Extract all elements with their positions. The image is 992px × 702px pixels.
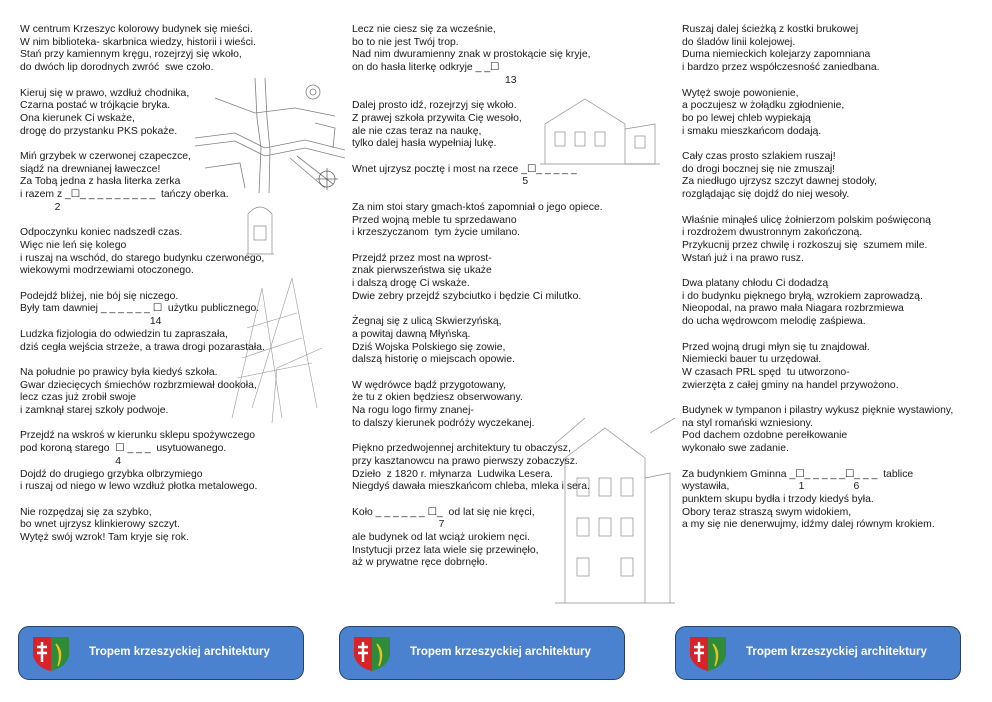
poem-line: i zamknął starej szkoły podwoje. bbox=[20, 405, 169, 417]
puzzle-line: pod koroną starego ☐ _ _ _ usytuowanego. bbox=[20, 443, 227, 455]
poem-line: Za niedługo ujrzysz szczyt dawnej stodoły, bbox=[682, 176, 878, 188]
letter-index: 5 bbox=[352, 176, 529, 188]
puzzle-line: Za budynkiem Gminna _☐_ _ _ _ _☐_ _ _ tablice bbox=[682, 468, 914, 480]
poem-line: W centrum Krzeszyc kolorowy budynek się mieści. bbox=[20, 24, 253, 35]
poem-line: Dzieło z 1820 r. młynarza Ludwika Lesera. bbox=[352, 468, 553, 480]
poem-line: ale nie czas teraz na naukę, bbox=[352, 125, 482, 137]
poem-line: to dalszy kierunek podróży wyczekanej. bbox=[352, 417, 535, 429]
poem-line: Właśnie minąłeś ulicę żołnierzom polskim poświęconą bbox=[682, 214, 931, 226]
poem-line: Przykucnij przez chwilę i rozkoszuj się szumem mile. bbox=[682, 239, 928, 251]
poem-line: wiekowymi modrzewiami otoczonego. bbox=[20, 265, 194, 277]
stanza-1-1 bbox=[20, 24, 320, 75]
poem-line: do ucha wędrowcom melodię zaśpiewa. bbox=[682, 316, 866, 328]
poem-line: bo po lewej chleb wypiekają bbox=[682, 112, 811, 124]
coat-of-arms-icon bbox=[31, 634, 71, 674]
puzzle-line: Wnet ujrzysz pocztę i most na rzece _☐_ _ _ _ _ bbox=[352, 163, 577, 175]
puzzle-line: i razem z _☐_ _ _ _ _ _ _ _ _ tańczy oberka. bbox=[20, 189, 229, 201]
poem-line: W nim biblioteka- skarbnica wiedzy, historii i wieści. bbox=[20, 36, 256, 48]
poem-line: Dziś Wojska Polskiego się zowie, bbox=[352, 341, 506, 353]
stanza-1-5 bbox=[20, 291, 320, 355]
poem-line: i rozdrożem dwustronnym zakończoną. bbox=[682, 227, 863, 239]
poem-column-1 bbox=[20, 24, 320, 557]
puzzle-line: Koło _ _ _ _ _ _ ☐_ od lat się nie kręci, bbox=[352, 506, 535, 518]
poem-line: a poczujesz w żołądku zgłodnienie, bbox=[682, 100, 845, 112]
stanza-1-3 bbox=[20, 151, 320, 215]
stanza-2-4 bbox=[352, 202, 652, 240]
poem-line: Dalej prosto idź, rozejrzyj się wkoło. bbox=[352, 100, 517, 112]
letter-index: 7 bbox=[352, 519, 445, 531]
stanza-3-4 bbox=[682, 215, 982, 266]
stanza-3-1 bbox=[682, 24, 982, 75]
stanza-1-2 bbox=[20, 88, 320, 139]
poem-line: i bardzo przez współczesność zaniedbana. bbox=[682, 62, 880, 74]
stanza-1-4 bbox=[20, 227, 320, 278]
stanza-2-5 bbox=[352, 253, 652, 304]
poem-line: i do budynku pięknego bryłą, wzrokiem zaprowadzą. bbox=[682, 290, 923, 302]
stanza-1-8 bbox=[20, 507, 320, 545]
poem-line: i ruszaj od niego w lewo wzdłuż płotka metalowego. bbox=[20, 481, 258, 493]
stanza-3-7 bbox=[682, 405, 982, 456]
poem-line: Obory teraz straszą swym widokiem, bbox=[682, 506, 852, 518]
poem-line: do drogi bocznej się nie zmuszaj! bbox=[682, 163, 836, 175]
stanza-2-7 bbox=[352, 380, 652, 431]
stanza-1-6 bbox=[20, 367, 320, 418]
stanza-3-8 bbox=[682, 469, 982, 533]
stanza-2-2 bbox=[352, 100, 652, 151]
poem-line: i krzeszyczanom tym życie umilano. bbox=[352, 227, 521, 239]
stanza-2-8 bbox=[352, 443, 652, 494]
poem-line: bo to nie jest Twój trop. bbox=[352, 36, 459, 48]
poem-line: dalszą historię o miejscach opowie. bbox=[352, 354, 515, 366]
stanza-2-6 bbox=[352, 316, 652, 367]
poem-line: ale budynek od lat wciąż urokiem nęci. bbox=[352, 532, 530, 543]
poem-line: Niegdyś dawała mieszkańcom chleba, mleka i sera. bbox=[352, 481, 590, 493]
stanza-1-7 bbox=[20, 430, 320, 494]
poem-line: dziś cegła wejścia strzeże, a trawa drogi pozarastała. bbox=[20, 341, 265, 353]
poem-line: Ruszaj dalej ścieżką z kostki brukowej bbox=[682, 24, 859, 35]
poem-line: Instytucji przez lata wiele się przewinęło, bbox=[352, 544, 539, 556]
poem-line: rozglądając się dojdź do niej wesoły. bbox=[682, 189, 850, 201]
poem-line: do dwóch lip dorodnych zwróć swe czoło. bbox=[20, 62, 214, 74]
poem-line: Na południe po prawicy była kiedyś szkoła. bbox=[20, 366, 218, 378]
coat-of-arms-icon bbox=[352, 634, 392, 674]
poem-line: Miń grzybek w czerwonej czapeczce, bbox=[20, 151, 191, 162]
poem-line: tylko dalej hasła wypełniaj lukę. bbox=[352, 138, 497, 150]
poem-line: Przejdź przez most na wprost- bbox=[352, 252, 492, 264]
letter-index: 2 bbox=[20, 201, 61, 213]
poem-column-3 bbox=[682, 24, 982, 545]
poem-line: Żegnaj się z ulicą Skwierzyńską, bbox=[352, 316, 502, 328]
title-banner-2 bbox=[339, 626, 625, 680]
title-banner-3 bbox=[675, 626, 961, 680]
poem-line: Stań przy kamiennym kręgu, rozejrzyj się wkoło, bbox=[20, 49, 242, 61]
banner-title: Tropem krzeszyckiej architektury bbox=[746, 646, 927, 658]
stanza-3-6 bbox=[682, 342, 982, 393]
puzzle-line: Były tam dawniej _ _ _ _ _ _ ☐ użytku publicznego. bbox=[20, 303, 260, 315]
poem-line: Czarna postać w trójkącie bryka. bbox=[20, 100, 171, 112]
poem-line: Lecz nie ciesz się za wcześnie, bbox=[352, 24, 496, 35]
poem-line: Wstań już i na prawo rusz. bbox=[682, 252, 804, 264]
banner-title: Tropem krzeszyckiej architektury bbox=[89, 646, 270, 658]
poem-line: Nad nim dwuramienny znak w prostokącie się kryje, bbox=[352, 49, 591, 61]
letter-index: 14 bbox=[20, 316, 162, 328]
poem-line: że tu z okien będziesz obserwowany. bbox=[352, 392, 523, 404]
title-banner-1 bbox=[18, 626, 304, 680]
poem-line: Ona kierunek Ci wskaże, bbox=[20, 112, 135, 124]
banner-title: Tropem krzeszyckiej architektury bbox=[410, 646, 591, 658]
poem-line: bo wnet ujrzysz klinkierowy szczyt. bbox=[20, 519, 180, 531]
poem-line: Za Tobą jedna z hasła literka zerka bbox=[20, 176, 181, 188]
stanza-3-3 bbox=[682, 151, 982, 202]
stanza-3-5 bbox=[682, 278, 982, 329]
poem-line: Więc nie leń się kolego bbox=[20, 239, 127, 251]
poem-line: lecz czas już zrobił swoje bbox=[20, 392, 137, 404]
poem-line: Gwar dziecięcych śmiechów rozbrzmiewał dookoła, bbox=[20, 379, 257, 391]
letter-index: 13 bbox=[352, 74, 517, 86]
poem-line: Na rogu logo firmy znanej- bbox=[352, 405, 474, 416]
stanza-2-1 bbox=[352, 24, 652, 88]
poem-line: Pod dachem ozdobne perełkowanie bbox=[682, 430, 848, 442]
poem-line: zwierzęta z całej gminy na handel przywożono. bbox=[682, 379, 899, 391]
poem-line: i ruszaj na wschód, do starego budynku czerwonego, bbox=[20, 252, 265, 264]
poem-line: siądź na drewnianej ławeczce! bbox=[20, 163, 161, 175]
poem-line: Nie rozpędzaj się za szybko, bbox=[20, 506, 152, 518]
poem-line: drogę do przystanku PKS pokaże. bbox=[20, 125, 178, 137]
poem-line: Ludzka fizjologia do odwiedzin tu zapraszała, bbox=[20, 328, 228, 340]
poem-line: Podejdź bliżej, nie bój się niczego. bbox=[20, 290, 179, 302]
poem-line: Za nim stoi stary gmach-ktoś zapomniał o jego opiece. bbox=[352, 201, 603, 213]
poem-line: i dalszą drogę Ci wskaże. bbox=[352, 278, 470, 289]
poem-line: W czasach PRL spęd tu utworzono- bbox=[682, 366, 850, 378]
letter-index: 4 bbox=[20, 455, 122, 467]
poem-column-2 bbox=[352, 24, 652, 583]
poem-line: Kieruj się w prawo, wzdłuż chodnika, bbox=[20, 87, 190, 99]
stanza-2-9 bbox=[352, 507, 652, 571]
poem-line: Dwa platany chłodu Ci dodadzą bbox=[682, 278, 829, 289]
poem-line: Wytęż swój wzrok! Tam kryje się rok. bbox=[20, 532, 189, 544]
poem-line: Duma niemieckich kolejarzy zapomniana bbox=[682, 49, 871, 61]
poem-line: Niemiecki bauer tu urzędował. bbox=[682, 354, 822, 366]
poem-line: do śladów linii kolejowej. bbox=[682, 36, 796, 48]
poem-line: a my się nie denerwujmy, idźmy dalej równym krokiem. bbox=[682, 519, 935, 531]
poem-line: wykonało swe zadanie. bbox=[682, 443, 789, 455]
poem-line: Przed wojną meble tu sprzedawano bbox=[352, 214, 517, 226]
poem-line: znak pierwszeństwa się ukaże bbox=[352, 265, 492, 277]
poem-line: Wytęż swoje powonienie, bbox=[682, 87, 799, 99]
coat-of-arms-icon bbox=[688, 634, 728, 674]
poem-line: Dojdź do drugiego grzybka olbrzymiego bbox=[20, 468, 203, 480]
poem-line: Piękno przedwojennej architektury tu obaczysz, bbox=[352, 443, 571, 455]
poem-line: W wędrówce bądź przygotowany, bbox=[352, 379, 507, 391]
poem-line: Cały czas prosto szlakiem ruszaj! bbox=[682, 151, 836, 162]
poem-line: na styl romański wzniesiony. bbox=[682, 417, 813, 429]
poem-line: aż w prywatne ręce dobrnęło. bbox=[352, 557, 488, 569]
poem-line: i smaku mieszkańcom dodają. bbox=[682, 125, 822, 137]
puzzle-line: on do hasła literkę odkryje _ _☐ bbox=[352, 62, 500, 74]
poem-line: Nieopodal, na prawo mała Niagara rozbrzmiewa bbox=[682, 303, 904, 315]
poem-line: Przed wojną drugi młyn się tu znajdował. bbox=[682, 341, 870, 353]
poem-line: Budynek w tympanon i pilastry wykusz pięknie wystawiony, bbox=[682, 405, 954, 416]
poem-line: Przejdź na wskroś w kierunku sklepu spożywczego bbox=[20, 430, 256, 442]
stanza-3-2 bbox=[682, 88, 982, 139]
poem-line: punktem skupu bydła i trzody kiedyś była. bbox=[682, 493, 874, 505]
poem-line: a powitaj dawną Młyńską. bbox=[352, 328, 471, 340]
poem-line: Odpoczynku koniec nadszedł czas. bbox=[20, 227, 183, 239]
poem-line: Z prawej szkoła przywita Cię wesoło, bbox=[352, 112, 522, 124]
stanza-2-3 bbox=[352, 164, 652, 189]
poem-line: Dwie zebry przejdź szybciutko i będzie Ci milutko. bbox=[352, 290, 582, 302]
puzzle-line: wystawiła, 1 6 bbox=[682, 481, 860, 493]
poem-line: przy kasztanowcu na prawo pierwszy zobaczysz. bbox=[352, 455, 578, 467]
